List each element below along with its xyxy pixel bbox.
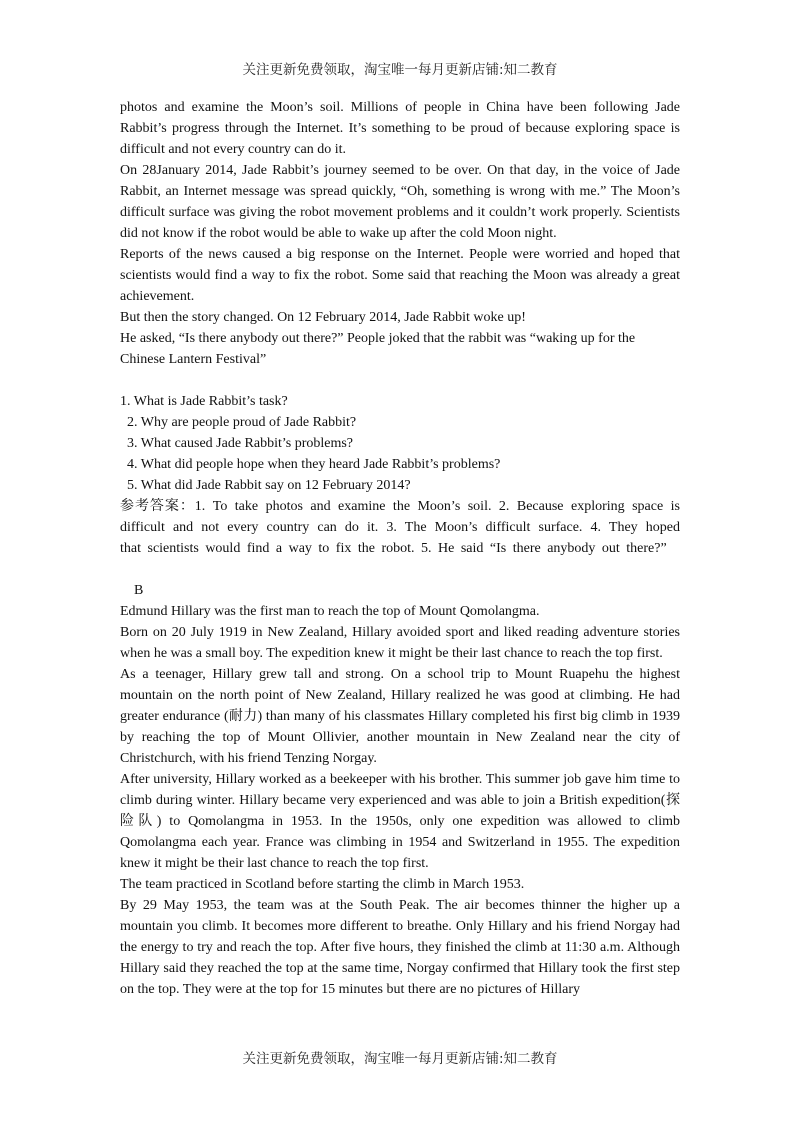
passage-a-paragraph-1: photos and examine the Moon’s soil. Millions of people in China have been following Jade Rabbit’s progress through the Internet. It’s something to be proud of because exploring space is difficult and not every country can do it.: [120, 100, 680, 157]
passage-b-paragraph-5: The team practiced in Scotland before starting the climb in March 1953.: [120, 877, 525, 892]
section-b-label: B: [134, 583, 144, 598]
question-5: 5. What did Jade Rabbit say on 12 February 2014?: [127, 478, 411, 493]
spacer: [120, 559, 680, 580]
question-2: 2. Why are people proud of Jade Rabbit?: [127, 415, 357, 430]
passage-a-paragraph-5: He asked, “Is there anybody out there?” People joked that the rabbit was “waking up for the Chinese Lantern Festival”: [120, 331, 636, 367]
passage-b-paragraph-1: Edmund Hillary was the first man to reach the top of Mount Qomolangma.: [120, 604, 540, 619]
passage-b-paragraph-2: Born on 20 July 1919 in New Zealand, Hillary avoided sport and liked reading adventure stories when he was a small boy. The expedition knew it might be their last chance to reach the top first.: [120, 625, 680, 661]
page-footer: 关注更新免费领取，淘宝唯一每月更新店铺:知二教育: [242, 1051, 558, 1067]
page-header: 关注更新免费领取，淘宝唯一每月更新店铺:知二教育: [242, 62, 558, 78]
passage-a-paragraph-3: Reports of the news caused a big response on the Internet. People were worried and hoped that scientists would find a way to fix the robot. Some said that reaching the Moon was already a great achievement.: [120, 247, 680, 304]
passage-a-paragraph-4: But then the story changed. On 12 February 2014, Jade Rabbit woke up!: [120, 310, 526, 325]
question-4: 4. What did people hope when they heard Jade Rabbit’s problems?: [127, 457, 501, 472]
passage-a-paragraph-2: On 28January 2014, Jade Rabbit’s journey seemed to be over. On that day, in the voice of Jade Rabbit, an Internet message was spread quickly, “Oh, something is wrong with me.” The Moon’s difficult surface was giving the robot movement problems and it couldn’t work properly. Scientists did not know if the robot would be able to wake up after the cold Moon night.: [120, 163, 680, 241]
passage-b-paragraph-6: By 29 May 1953, the team was at the South Peak. The air becomes thinner the higher up a mountain you climb. It becomes more different to breathe. Only Hillary and his friend Norgay had the energy to try and reach the top. After five hours, they finished the climb at 11:30 a.m. Although Hillary said they reached the top at the same time, Norgay confirmed that Hillary took the first step on the top. They were at the top for 15 minutes but there are no pictures of Hillary: [120, 898, 680, 997]
spacer: [120, 370, 680, 391]
question-3: 3. What caused Jade Rabbit’s problems?: [127, 436, 354, 451]
answer-key: 参考答案：1. To take photos and examine the Moon’s soil. 2. Because exploring space is difficult and not every country can do it. 3. The Moon’s difficult surface. 4. They hoped that scientists would find a way to fix the robot. 5. He said “Is there anybody out there?”: [120, 499, 680, 556]
document-body: [120, 97, 680, 1000]
passage-b-paragraph-4: After university, Hillary worked as a beekeeper with his brother. This summer job gave him time to climb during winter. Hillary became very experienced and was able to join a British expedition(探险队) to Qomolangma in 1953. In the 1950s, only one expedition was allowed to climb Qomolangma each year. France was climbing in 1954 and Switzerland in 1955. The expedition knew it might be their last chance to reach the top first.: [120, 772, 680, 871]
question-1: 1. What is Jade Rabbit’s task?: [120, 394, 288, 409]
passage-b-paragraph-3: As a teenager, Hillary grew tall and strong. On a school trip to Mount Ruapehu the highest mountain on the north point of New Zealand, Hillary realized he was good at climbing. He had greater endurance (耐力) than many of his classmates Hillary completed his first big climb in 1939 by reaching the top of Mount Ollivier, another mountain in New Zealand near the city of Christchurch, with his friend Tenzing Norgay.: [120, 667, 680, 766]
